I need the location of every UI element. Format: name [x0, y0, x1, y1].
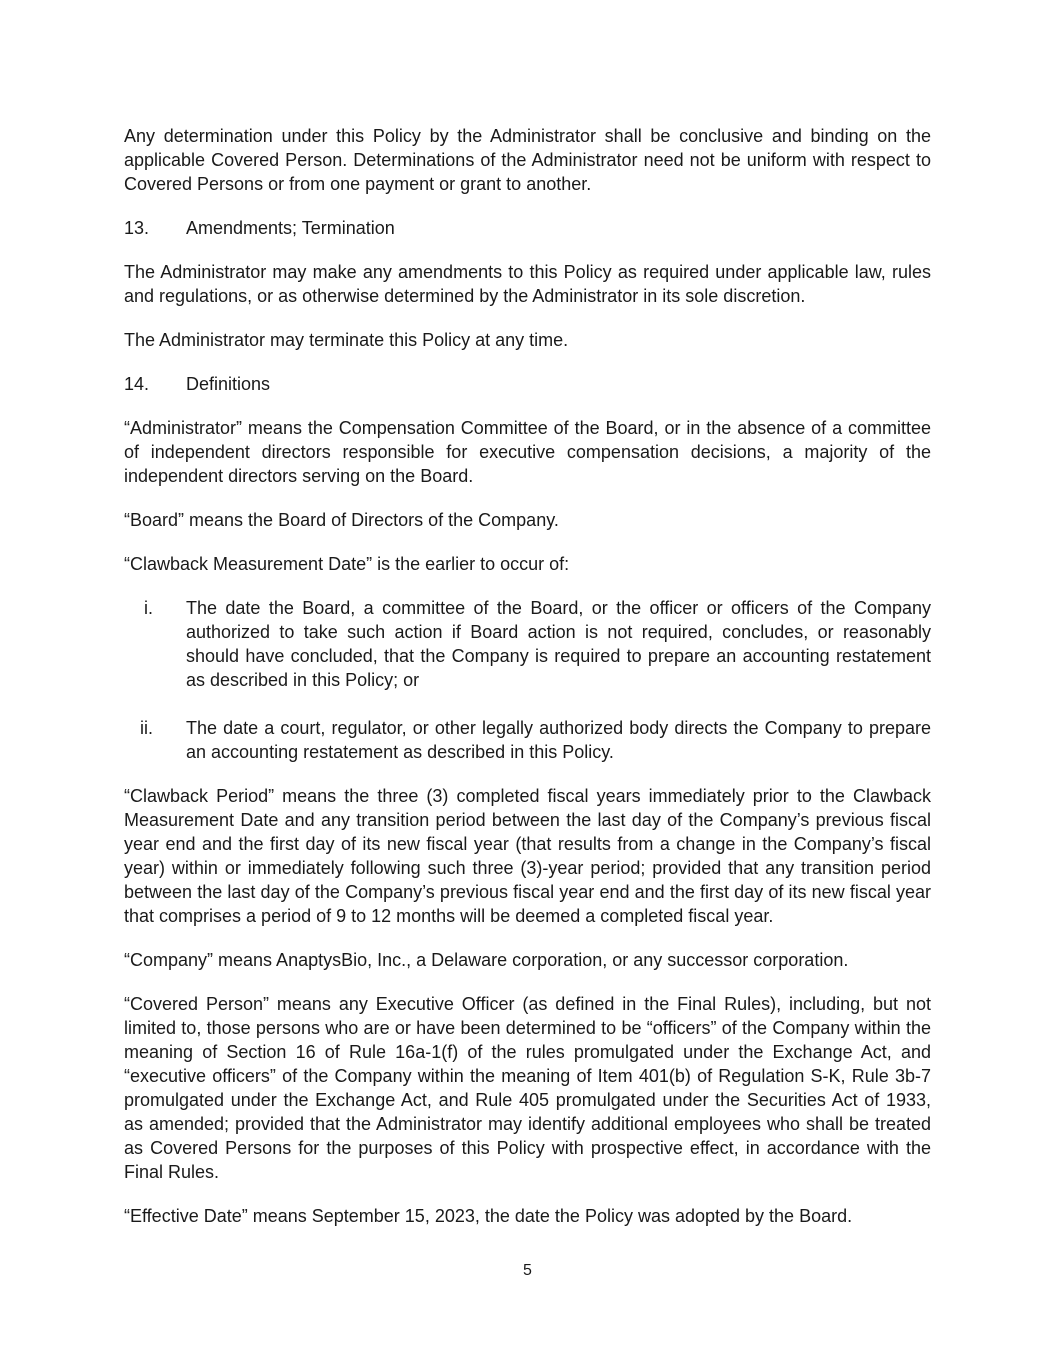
list-item-text: The date the Board, a committee of the Board, or the officer or officers of the Company authorized to take such action if Board action is not required, concludes, or reasonably should have concluded, that the Company is required to prepare an accounting restatement as described in this Policy; or	[186, 598, 931, 690]
list-item	[124, 716, 931, 764]
list-item-text: The date a court, regulator, or other legally authorized body directs the Company to prepare an accounting restatement as described in this Policy.	[186, 718, 931, 762]
clawback-measurement-date-intro: “Clawback Measurement Date” is the earlier to occur of:	[124, 554, 570, 574]
document-page	[124, 124, 931, 1228]
covered-person-definition: “Covered Person” means any Executive Officer (as defined in the Final Rules), including, but not limited to, those persons who are or have been determined to be “officers” of the Company within the meaning of Section 16 of Rule 16a-1(f) of the rules promulgated under the Exchange Act, and “executive officers” of the Company within the meaning of Item 401(b) of Regulation S-K, Rule 3b-7 promulgated under the Exchange Act, and Rule 405 promulgated under the Securities Act of 1933, as amended; provided that the Administrator may identify additional employees who shall be treated as Covered Persons for the purposes of this Policy with prospective effect, in accordance with the Final Rules.	[124, 994, 931, 1182]
clawback-period-definition: “Clawback Period” means the three (3) completed fiscal years immediately prior to the Clawback Measurement Date and any transition period between the last day of the Company’s previous fiscal year end and the first day of its new fiscal year (that results from a change in the Company’s fiscal year) within or immediately following such three (3)-year period; provided that any transition period between the last day of the Company’s previous fiscal year end and the first day of its new fiscal year that comprises a period of 9 to 12 months will be deemed a completed fiscal year.	[124, 786, 931, 926]
list-marker: i.	[144, 598, 153, 618]
section-14-title: Definitions	[186, 374, 271, 394]
effective-date-definition: “Effective Date” means September 15, 2023, the date the Policy was adopted by the Board.	[124, 1206, 853, 1226]
section-14-heading	[124, 372, 931, 396]
section-13-number: 13.	[124, 218, 150, 238]
list-marker: ii.	[140, 718, 153, 738]
board-definition: “Board” means the Board of Directors of the Company.	[124, 510, 559, 530]
determination-paragraph: Any determination under this Policy by the Administrator shall be conclusive and binding on the applicable Covered Person. Determinations of the Administrator need not be uniform with respect to Covered Persons or from one payment or grant to another.	[124, 126, 931, 194]
clawback-measurement-date-list	[124, 596, 931, 764]
company-definition: “Company” means AnaptysBio, Inc., a Delaware corporation, or any successor corporation.	[124, 950, 849, 970]
termination-paragraph: The Administrator may terminate this Policy at any time.	[124, 330, 569, 350]
administrator-definition: “Administrator” means the Compensation Committee of the Board, or in the absence of a committee of independent directors responsible for executive compensation decisions, a majority of the independent directors serving on the Board.	[124, 418, 931, 486]
page-number: 5	[523, 1262, 532, 1279]
amendments-paragraph: The Administrator may make any amendments to this Policy as required under applicable law, rules and regulations, or as otherwise determined by the Administrator in its sole discretion.	[124, 262, 931, 306]
section-13-title: Amendments; Termination	[186, 218, 395, 238]
section-13-heading	[124, 216, 931, 240]
list-item	[124, 596, 931, 692]
section-14-number: 14.	[124, 374, 150, 394]
